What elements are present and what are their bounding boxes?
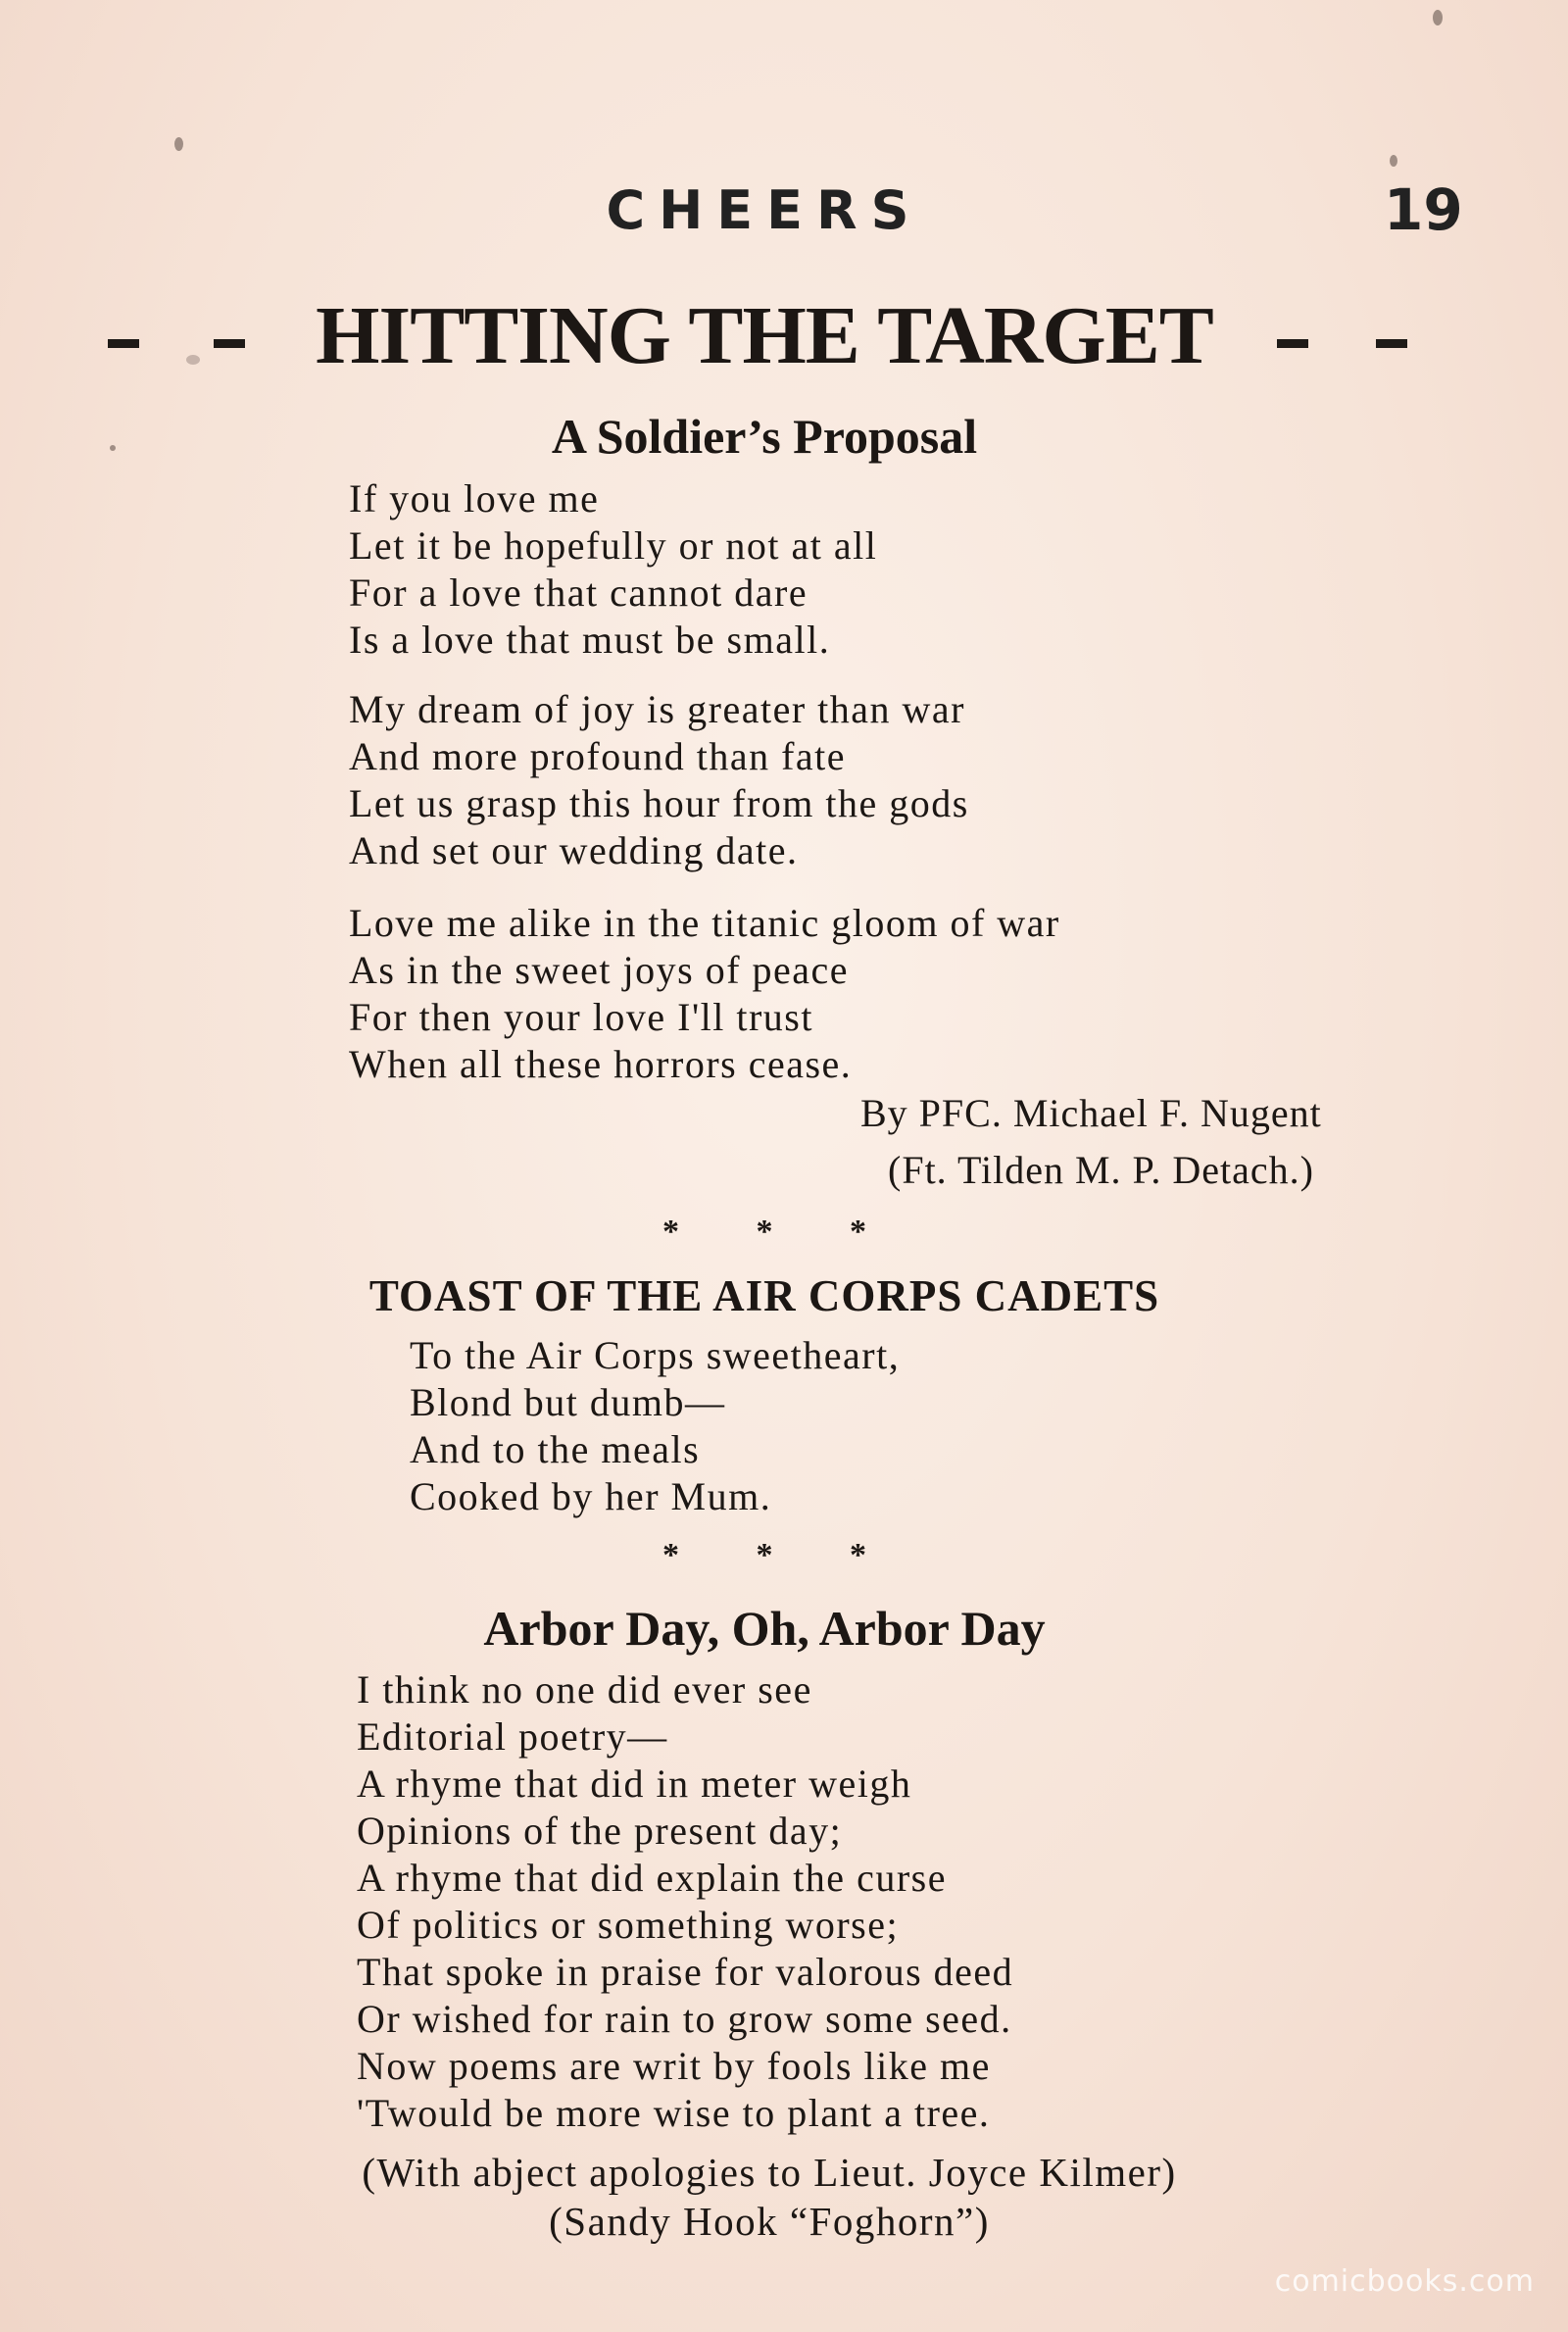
poem-line: Love me alike in the titanic gloom of war: [349, 901, 1060, 945]
author-unit: (Ft. Tilden M. P. Detach.): [888, 1148, 1314, 1192]
stanza-2: [349, 686, 969, 874]
poem-title-arbor-day: Arbor Day, Oh, Arbor Day: [483, 1601, 1046, 1656]
poem-line: I think no one did ever see: [357, 1667, 812, 1712]
poem-line: A rhyme that did in meter weigh: [357, 1761, 912, 1806]
poem-line: 'Twould be more wise to plant a tree.: [357, 2091, 991, 2135]
credit-source: (Sandy Hook “Foghorn”): [549, 2199, 990, 2244]
author-byline: By PFC. Michael F. Nugent: [860, 1091, 1322, 1135]
arbor-day-poem: [357, 1666, 1013, 2137]
poem-line: If you love me: [349, 476, 600, 521]
paper-speck: [174, 137, 183, 151]
poem-line: Editorial poetry—: [357, 1714, 668, 1759]
site-watermark: comicbooks.com: [1274, 2264, 1535, 2299]
dash-ornament: [1277, 339, 1308, 348]
stanza-3: [349, 900, 1060, 1088]
poem-line: Now poems are writ by fools like me: [357, 2044, 991, 2088]
poem-line: That spoke in praise for valorous deed: [357, 1950, 1014, 1994]
section-separator: * * *: [662, 1214, 866, 1250]
poem-line: Of politics or something worse;: [357, 1903, 900, 1947]
poem-line: For then your love I'll trust: [349, 995, 813, 1039]
running-head: CHEERS: [606, 179, 923, 241]
air-corps-toast: [410, 1332, 900, 1520]
poem-line: When all these horrors cease.: [349, 1042, 853, 1086]
poem-line: And to the meals: [410, 1427, 701, 1471]
poem-line: And set our wedding date.: [349, 828, 799, 872]
page-headline: HITTING THE TARGET: [316, 290, 1213, 381]
poem-line: Blond but dumb—: [410, 1380, 726, 1424]
stanza-1: [349, 475, 877, 664]
poem-title-soldiers-proposal: A Soldier’s Proposal: [551, 409, 978, 464]
poem-line: Let us grasp this hour from the gods: [349, 781, 969, 825]
dash-ornament: [1376, 339, 1407, 348]
headline-row: [0, 286, 1568, 394]
paper-speck: [1433, 10, 1443, 25]
poem-line: Cooked by her Mum.: [410, 1474, 772, 1518]
section-separator: * * *: [662, 1537, 866, 1573]
poem-line: As in the sweet joys of peace: [349, 948, 850, 992]
poem-line: Is a love that must be small.: [349, 618, 831, 662]
credit-apology: (With abject apologies to Lieut. Joyce Kilmer): [362, 2150, 1177, 2195]
poem-line: Let it be hopefully or not at all: [349, 523, 878, 568]
poem-line: My dream of joy is greater than war: [349, 687, 965, 731]
poem-line: Opinions of the present day;: [357, 1809, 843, 1853]
page-number: 19: [1384, 176, 1463, 243]
poem-line: For a love that cannot dare: [349, 571, 808, 615]
poem-line: Or wished for rain to grow some seed.: [357, 1997, 1012, 2041]
poem-line: To the Air Corps sweetheart,: [410, 1333, 901, 1377]
paper-speck: [1390, 155, 1397, 167]
poem-line: And more profound than fate: [349, 734, 847, 778]
poem-title-air-corps: TOAST OF THE AIR CORPS CADETS: [368, 1271, 1160, 1320]
poem-line: A rhyme that did explain the curse: [357, 1856, 947, 1900]
